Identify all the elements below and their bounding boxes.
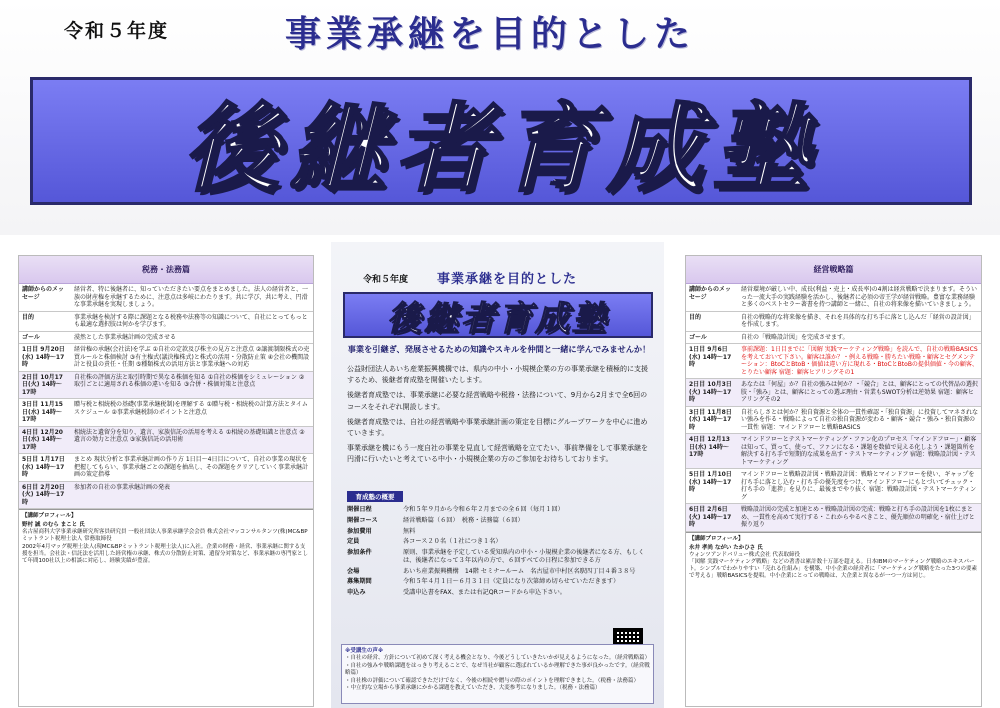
overview-value: 各コース２０名（１社につき１名）	[403, 538, 502, 546]
header-subtitle: 事業承継を目的とした	[285, 13, 696, 55]
curriculum-row	[19, 399, 313, 427]
flyer-paragraph: 公益財団法人あいち産業振興機構では、県内の中小・小規模企業の方の事業承継を積極的に支援するため、後継者育成塾を開催いたします。	[347, 365, 648, 385]
overview-value: 無料	[403, 527, 416, 535]
row-content: 自社の戦略的な将来像を描き、それを具体的な打ち手に落とし込んだ「経営の設計図」を作成します。	[738, 311, 981, 331]
row-content: 経営権の承継(会社法)を学ぶ ①自社の定款及び株主の見方と注意点 ②譲渡制限株式の売買ルールと株価検討 ③有主権式(議決権株式)と株式の活用・分散防止策 ④会社の機関設計と役員の責任・任期 ⑤種類株式の活用方法と事業承継への対応	[71, 344, 313, 372]
voice-line: ・中立的な立場から事業承継にかかる課題を教えていただき、大変参考になりました。（税務・法務篇）	[345, 685, 601, 692]
row-content: あなたは「何屋」か？自社の強みは何か？・「競合」とは、顧客にとっての代替品の選択肢・「強み」とは、顧客にとっての選ぶ理由・営業もSWOT分析は逆効果 宿題：顧客ヒアリングその2	[738, 379, 981, 407]
overview-key: 申込み	[347, 589, 366, 596]
row-label: ゴール	[686, 331, 738, 344]
row-content: まとめ 現状分析と事業承継計画の作り方 1日目〜4日目について、自社の事業の現状を把握してもらい、事業承継ごとの課題を抽出し、その課題をクリアしていく事業承継計画の策定指導	[71, 454, 313, 482]
overview-value: 受講申込書をFAX、または右記QRコードから申込下さい。	[403, 589, 566, 596]
profile-org: 名古屋商科大学事業承継研究所客員研究員 一般社団法人事業承継学会会員 株式会社マッコンサルタンツ(株)MC&BPミットラント税理士法人 常務取締役	[22, 529, 308, 543]
row-content: 戦略設計図の完成と加速とめ・戦略設計図の完成：戦略と打ち手の設計図を1枚にまとめ、一貫性を高めて実行する・これからやるべきこと、優先順位の明確化・宿仕上げと振り返り	[738, 504, 981, 532]
voice-line: ・自社の強みや戦略課題をはっきり考えることで、なぜ当社が顧客に選ばれているか理解できた事が良かったです。（経営戦略篇）	[345, 662, 650, 677]
profile-text: 2002年4月マッグ税理士法人(現MC&BPミットラント税理士法人)に入社。企業の財務・経営、事業承継に関する支援を担当。会社法・信託法を活用した経営権の承継、株式の分散防止対策、遺留分対策など、事業承継の専門家として年間100社以上の相談に対応し、経験実績が豊富。	[22, 543, 309, 564]
flyer-body	[347, 364, 649, 470]
voice-line: ・自社株の評価について確認できただけでなく、今後の相続や贈与の際のポイントを理解できました。（税務・法務篇）	[345, 677, 640, 684]
curriculum-row	[19, 454, 313, 482]
row-label: ゴール	[19, 331, 71, 344]
curriculum-row	[686, 469, 981, 504]
row-label: 講師からのメッセージ	[19, 284, 71, 311]
row-label: 1日目 9月20日(水) 14時〜17時	[19, 344, 71, 372]
overview-value: あいち産業振興機構 14階 セミナールーム 名古屋市中村区名駅四丁目４番３８号	[403, 567, 636, 575]
overview-key: 開催コース	[347, 516, 378, 524]
row-content: 事業承継を検討する際に課題となる税務や法務等の知識について、自社にとってもっとも最適な選択肢は何かを学びます。	[71, 311, 313, 331]
curriculum-row	[686, 406, 981, 434]
overview-value: 令和５年９月から令和６年２月までの全６回（毎月１回）	[403, 506, 564, 513]
row-label: 3日目 11月8日(水) 14時〜17時	[686, 406, 738, 434]
overview-key: 定員	[347, 538, 360, 546]
profile-heading: 【講師プロフィール】	[689, 535, 744, 542]
overview-row	[347, 517, 649, 525]
row-content: 相続法と遺留分を知り、遺言、家族信託の活用を考える ①相続の基礎知識と注意点 ②遺言の効力と注意点 ③家族信託の活用術	[71, 426, 313, 454]
overview-row	[347, 506, 649, 514]
curriculum-row	[19, 371, 313, 399]
row-content: 自社の「戦略設計図」を完成させます。	[738, 331, 981, 344]
row-content: 経営者、特に後継者に、知っていただきたい要点をまとめました。法人の経営者と、一族の財産権を承継するために、注意点は多岐にわたります。共に学び、共に考え、円滑な事業承継を実現しましょう。	[71, 284, 313, 311]
curriculum-table	[19, 284, 313, 509]
curriculum-row	[19, 311, 313, 331]
panel-heading: 税務・法務篇	[19, 256, 313, 284]
row-content: 自社株の評価方法と取引時期で異なる株価を知る ①自社の株価をシミュレーション ②取引ごとに適用される株価の違いを知る ③合併・株価対策と注意点	[71, 371, 313, 399]
curriculum-row	[686, 311, 981, 331]
profile-text: 「図解 実践マーケティング戦略」などの著書は累計数十万部を超える。日本IBMのマーケティング戦略のエキスパート。シンプルでわかりやすい「売れる仕組み」を構築、中小企業の経営者に「マーケティング戦略をたった3つの要素で考える」戦略BASICSを提唱。中小企業にとっての戦略は、大企業と異なるが一つ一方は同じ。	[689, 558, 977, 580]
row-label: 6日目 2月20日(火) 14時〜17時	[19, 481, 71, 509]
overview-row	[347, 589, 649, 597]
row-content: マインドフローと戦略設計図・戦略設計図：戦略とマインドフローを使い、ギャップを打ち手に落とし込む・打ち手の優先度をつけ、マインドフローにもとづいてチェック・打ち手の「進捗」を見りに、最後までやり抜く 宿題：戦略設計図・テストマーケティング	[738, 469, 981, 504]
row-label: 2日目 10月17日(火) 14時〜17時	[19, 371, 71, 399]
flyer-tagline: 事業を引継ぎ、発展させるための知識やスキルを仲間と一緒に学んでみませんか！	[347, 344, 651, 354]
row-content: 参加者の自社の事業承継計画の発表	[71, 481, 313, 509]
overview-key: 参加費用	[347, 527, 372, 535]
page-title: 後継者育成塾	[183, 91, 819, 205]
curriculum-row	[686, 379, 981, 407]
era-label: 令和５年度	[64, 20, 170, 42]
curriculum-row	[19, 284, 313, 311]
flyer-paragraph: 後継者育成塾では、事業承継に必要な経営戦略や税務・法務について、9月から2月まで全6回のコースをそれぞれ開設します。	[347, 391, 648, 411]
overview-value: 令和５年４月１日〜６月３１日（定員になり次第締め切らせていただきます）	[403, 578, 620, 586]
overview-row	[347, 528, 649, 536]
instructor-profile	[686, 532, 981, 584]
row-label: 2日目 10月3日(火) 14時〜17時	[686, 379, 738, 407]
curriculum-row	[686, 434, 981, 469]
curriculum-row	[19, 344, 313, 372]
overview-title: 育成塾の概要	[347, 491, 403, 502]
profile-name: 野村 誠 のむら まこと 氏	[22, 522, 85, 529]
curriculum-row	[686, 344, 981, 379]
row-label: 4日目 12月13日(水) 14時〜17時	[686, 434, 738, 469]
curriculum-table	[686, 284, 981, 532]
overview-key: 会場	[347, 567, 360, 575]
overview-row	[347, 568, 649, 576]
profile-name: 永井 孝尚 ながい たかひさ 氏	[689, 544, 763, 551]
overview-row	[347, 549, 649, 565]
flyer-era: 令和５年度	[363, 275, 409, 285]
row-label: 目的	[19, 311, 71, 331]
row-content: マインドフローとテストマーケティング・ファン化のプロセス「マインドフロー」・顧客は知って、買って、使って、ファンになる・課題を数値で見える化しよう・課題箇所を解決する打ち手で短期的な成果を出す・テストマーケティング 宿題：戦略設計図・テストマーケティング	[738, 434, 981, 469]
overview-list	[347, 506, 649, 600]
tax-legal-panel	[18, 255, 314, 707]
curriculum-row	[686, 284, 981, 311]
instructor-profile	[19, 509, 313, 568]
row-content: 経営環境が厳しい中、成長(利益・売上・成長率)の4割は経営戦略で決まります。そういった一流大手の実践経験を活かし、後継者に必須の帝王学が経営戦略。豊富な業務経験と多くのベストセラー著書を持つ講師と一緒に、自社の将来像を描いていきましょう。	[738, 284, 981, 311]
row-label: 目的	[686, 311, 738, 331]
page-header	[0, 0, 1000, 235]
row-content: 漠然とした事業承継計画の完成させる	[71, 331, 313, 344]
row-label: 5日目 1月17日(水) 14時〜17時	[19, 454, 71, 482]
overview-row	[347, 578, 649, 586]
curriculum-row	[686, 331, 981, 344]
voices-heading: ※受講生の声※	[345, 648, 384, 654]
course-flyer	[331, 242, 664, 708]
flyer-paragraph: 後継者育成塾では、自社の経営戦略や事業承継計画の策定を目標にグループワークを中心に進めていきます。	[347, 417, 648, 437]
voice-line: ・自社の経営、方針について初めて深く考える機会となり、今後どうしていきたいかが見えるようになった。（経営戦略篇）	[345, 655, 651, 662]
curriculum-row	[19, 331, 313, 344]
row-content: 贈与税と相続税の基礎(事業承継税制)を理解する ①贈与税・相続税の計算方法とタイムスケジュール ②事業承継税制のポイントと注意点	[71, 399, 313, 427]
row-label: 6日目 2月6日(火) 14時〜17時	[686, 504, 738, 532]
participant-voices	[341, 644, 654, 704]
profile-heading: 【講師プロフィール】	[22, 513, 77, 519]
curriculum-row	[686, 504, 981, 532]
row-content: 自社らしさとは何か？独自資源と全体の一貫性確認・「独自資源」に投資してマネされない強みを作る・戦略によって自社の独自資源が変わる・顧客・競合・強み・独自資源の一貫性 宿題：マインドフローと戦略BASICS	[738, 406, 981, 434]
curriculum-row	[19, 426, 313, 454]
row-label: 3日目 11月15日(水) 14時〜17時	[19, 399, 71, 427]
overview-key: 開催日程	[347, 506, 372, 513]
overview-value: 原則、事業承継を予定している愛知県内の中小・小規模企業の後継者になる方、もしくは、後継者になって３年以内の方で、６回すべての日程に参加できる方	[403, 549, 645, 564]
flyer-paragraph: 事業承継を機にもう一度自社の事業を見直して経営戦略を立てたい、事前準備をして事業承継を円滑に行いたいと考えている中小・小規模企業の方のご参加をお待ちしております。	[347, 444, 648, 464]
strategy-panel	[685, 255, 982, 707]
overview-row	[347, 538, 649, 546]
panel-heading: 経営戦略篇	[686, 256, 981, 284]
flyer-title: 後継者育成塾	[343, 292, 653, 338]
row-label: 5日目 1月10日(水) 14時〜17時	[686, 469, 738, 504]
row-content: 事前課題：1日目までに「図解 実践マーケティング戦略」を読んで、自社の戦略BASICSを考えておいて下さい。顧客は誰か？・例える戦略・勝ちたい戦略・顧客とセグメンテーション：BtoCとBtoB・価値は違い方に現れる・BtoCとBtoBの提供価値・今の顧客、とりたい顧客 宿題：顧客ヒアリングその1	[738, 344, 981, 379]
overview-key: 募集期間	[347, 578, 372, 586]
flyer-subtitle: 事業承継を目的とした	[437, 272, 578, 287]
row-label: 1日目 9月6日(水) 14時〜17時	[686, 344, 738, 379]
row-label: 講師からのメッセージ	[686, 284, 738, 311]
curriculum-row	[19, 481, 313, 509]
row-label: 4日目 12月20日(水) 14時〜17時	[19, 426, 71, 454]
profile-org: ウォンツアンドバリュー株式会社 代表取締役	[689, 551, 801, 558]
title-banner	[30, 77, 972, 205]
overview-key: 参加条件	[347, 549, 372, 556]
overview-value: 経営戦略篇（６回） 税務・法務篇（６回）	[403, 516, 524, 524]
